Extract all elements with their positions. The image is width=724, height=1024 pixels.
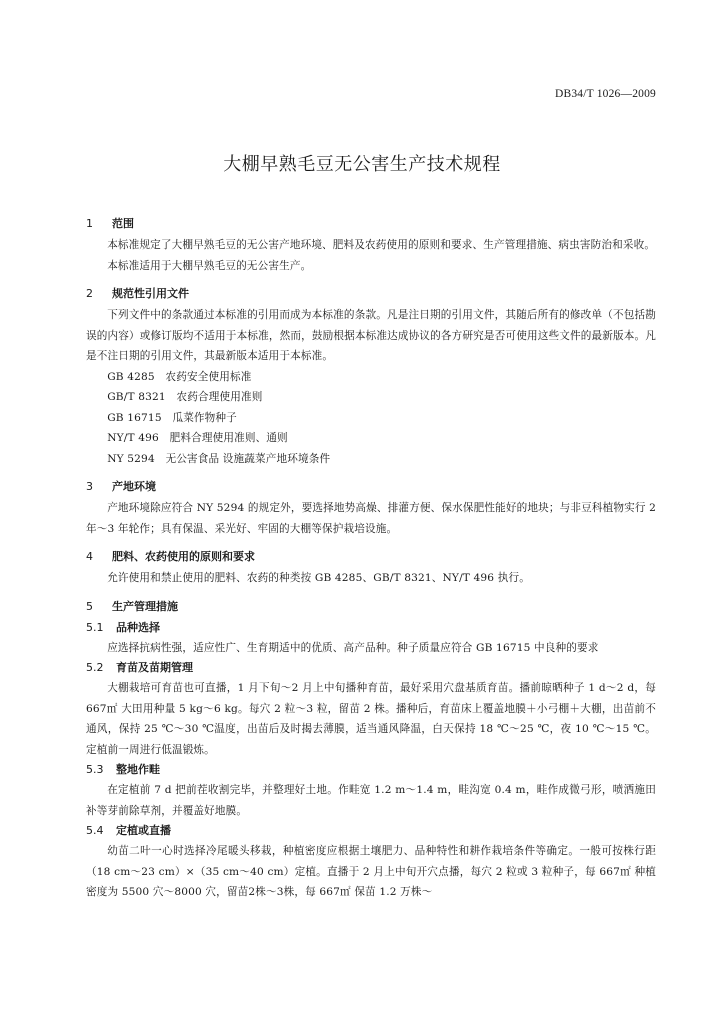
section-title: 肥料、农药使用的原则和要求 xyxy=(112,550,255,563)
paragraph: 大棚栽培可育苗也可直播，1 月下旬～2 月上中旬播种育苗，最好采用穴盘基质育苗。播前晾晒种子 1 d～2 d，每 667㎡ 大田用种量 5 kg～6 kg。每穴 2 粒～3 粒，留苗 2 株。播种后，育苗床上覆盖地膜＋小弓棚＋大棚，出苗前不通风，保持 25 ℃～30 ℃温度，出苗后及时揭去薄膜，适当通风降温，白天保持 18 ℃～25 ℃，夜 10 ℃～15 ℃。定植前一周进行低温锻炼。 xyxy=(86,682,656,756)
reference-item: GB 16715 瓜菜作物种子 xyxy=(107,411,237,424)
reference-item: GB/T 8321 农药合理使用准则 xyxy=(107,391,263,403)
subsection-number: 5.3 xyxy=(86,763,104,776)
reference-item: NY/T 496 肥料合理使用准则、通则 xyxy=(107,432,288,444)
section-title: 规范性引用文件 xyxy=(112,287,189,300)
subsection-number: 5.4 xyxy=(86,824,104,837)
section-number: 3 xyxy=(86,480,93,493)
section-title: 范围 xyxy=(112,217,134,230)
document-title: 大棚早熟毛豆无公害生产技术规程 xyxy=(223,154,501,175)
subsection-number: 5.1 xyxy=(86,620,104,634)
section-number: 4 xyxy=(86,550,93,563)
standard-code: DB34/T 1026—2009 xyxy=(554,88,656,100)
section-title: 产地环境 xyxy=(112,480,156,493)
document-body xyxy=(86,210,656,903)
reference-item: NY 5294 无公害食品 设施蔬菜产地环境条件 xyxy=(107,452,331,465)
section-title: 生产管理措施 xyxy=(112,599,178,613)
subsection-title: 育苗及苗期管理 xyxy=(116,661,193,674)
subsection-title: 整地作畦 xyxy=(116,763,160,776)
paragraph: 应选择抗病性强，适应性广、生育期适中的优质、高产品种。种子质量应符合 GB 16715 中良种的要求 xyxy=(107,641,599,654)
paragraph: 下列文件中的条款通过本标准的引用而成为本标准的条款。凡是注日期的引用文件，其随后所有的修改单（不包括勘误的内容）或修订版均不适用于本标准，然而，鼓励根据本标准达成协议的各方研究是否可使用这些文件的最新版本。凡是不注日期的引用文件，其最新版本适用于本标准。 xyxy=(86,309,656,362)
section-number: 5 xyxy=(86,599,93,613)
subsection-heading-planting xyxy=(86,821,656,841)
section-heading-normative-references xyxy=(86,283,656,305)
subsection-number: 5.2 xyxy=(86,661,104,674)
section-number: 1 xyxy=(86,217,93,230)
section-number: 2 xyxy=(86,287,93,300)
paragraph: 本标准适用于大棚早熟毛豆的无公害生产。 xyxy=(107,259,312,272)
section-heading-production-management xyxy=(86,596,656,618)
section-heading-scope xyxy=(86,213,656,235)
subsection-heading-land-prep xyxy=(86,760,656,780)
paragraph: 允许使用和禁止使用的肥料、农药的种类按 GB 4285、GB/T 8321、NY/T 496 执行。 xyxy=(107,572,530,584)
reference-item: GB 4285 农药安全使用标准 xyxy=(107,370,252,383)
paragraph: 产地环境除应符合 NY 5294 的规定外，要选择地势高燥、排灌方便、保水保肥性能好的地块；与非豆科植物实行 2 年～3 年轮作；具有保温、采光好、牢固的大棚等保护栽培设施。 xyxy=(86,502,656,535)
paragraph: 本标准规定了大棚早熟毛豆的无公害产地环境、肥料及农药使用的原则和要求、生产管理措施、病虫害防治和采收。 xyxy=(107,239,656,251)
section-heading-environment xyxy=(86,476,656,498)
section-heading-fertilizer-pesticide xyxy=(86,546,656,568)
subsection-title: 品种选择 xyxy=(116,620,160,634)
subsection-title: 定植或直播 xyxy=(116,824,171,837)
paragraph: 在定植前 7 d 把前茬收割完毕，并整理好土地。作畦宽 1.2 m～1.4 m，畦沟宽 0.4 m，畦作成微弓形，喷洒施田补等芽前除草剂，并覆盖好地膜。 xyxy=(86,784,656,817)
paragraph: 幼苗二叶一心时选择冷尾暖头移栽，种植密度应根据土壤肥力、品种特性和耕作栽培条件等确定。一般可按株行距（18 cm～23 cm）×（35 cm～40 cm）定植。直播于 2 月上中旬开穴点播，每穴 2 粒或 3 粒种子，每 667㎡ 种植密度为 5500 穴～8000 穴，留苗2株～3株，每 667㎡ 保苗 1.2 万株～ xyxy=(86,845,656,898)
subsection-heading-variety xyxy=(86,618,656,638)
subsection-heading-seedling xyxy=(86,658,656,678)
